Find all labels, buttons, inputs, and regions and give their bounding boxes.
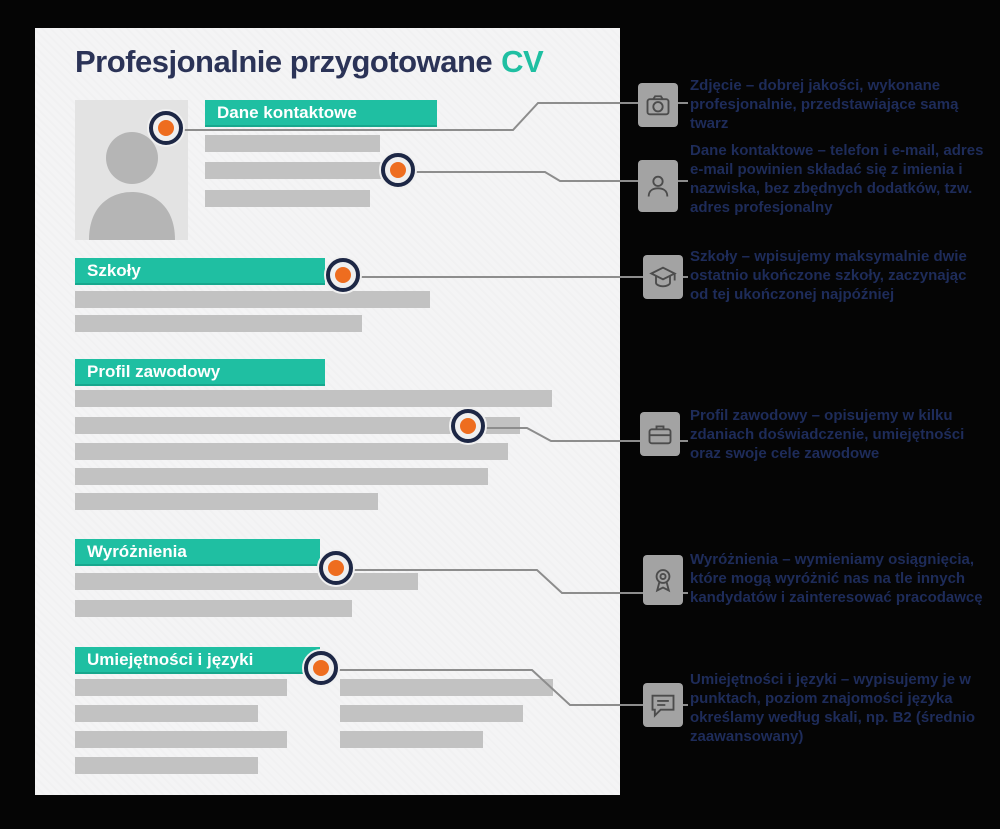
medal-icon xyxy=(649,566,677,594)
annotation-icon xyxy=(643,555,683,605)
section-banner-contact xyxy=(205,100,437,127)
annotation-icon xyxy=(643,683,683,727)
annotation-icon xyxy=(640,412,680,456)
placeholder-bar xyxy=(205,190,370,207)
placeholder-bar xyxy=(340,679,553,696)
annotation-text-photo: Zdjęcie – dobrej jakości, wykonane profesjonalnie, przedstawiające samą twarz xyxy=(690,77,959,132)
section-label: Dane kontaktowe xyxy=(217,103,357,122)
annotation-icon xyxy=(638,160,678,212)
annotation-text-skills: Umiejętności i języki – wypisujemy je w punktach, poziom znajomości języka określamy według skali, np. B2 (średnio zaawansowany) xyxy=(690,671,976,745)
annotation-text-honors: Wyróżnienia – wymieniamy osiągnięcia, które mogą wyróżnić nas na tle innych kandydatów i zainteresować pracodawcę xyxy=(690,551,983,606)
placeholder-bar xyxy=(75,600,352,617)
marker-core xyxy=(455,413,481,439)
callout-marker-honors xyxy=(317,549,355,587)
placeholder-bar xyxy=(75,757,258,774)
page-title xyxy=(75,44,543,80)
page-title-accent: CV xyxy=(501,44,544,79)
section-label: Profil zawodowy xyxy=(87,362,221,381)
section-banner-skills xyxy=(75,647,320,674)
callout-marker-photo xyxy=(147,109,185,147)
marker-core xyxy=(153,115,179,141)
annotation-icon xyxy=(643,255,683,299)
placeholder-bar xyxy=(75,468,488,485)
placeholder-bar xyxy=(205,135,380,152)
placeholder-bar xyxy=(75,573,418,590)
section-label: Wyróżnienia xyxy=(87,542,187,561)
callout-marker-contact xyxy=(379,151,417,189)
placeholder-bar xyxy=(340,705,523,722)
annotation-text-profile: Profil zawodowy – opisujemy w kilku zdaniach doświadczenie, umiejętności oraz swoje cele zawodowe xyxy=(690,407,965,462)
section-label: Umiejętności i języki xyxy=(87,650,254,669)
placeholder-bar xyxy=(75,390,552,407)
placeholder-bar xyxy=(205,162,401,179)
section-label: Szkoły xyxy=(87,261,141,280)
annotation-text-contact: Dane kontaktowe – telefon i e-mail, adres e-mail powinien składać się z imienia i nazwiska, bez zbędnych dodatków, tzw. adres profesjonalny xyxy=(690,142,984,216)
placeholder-bar xyxy=(75,291,430,308)
speech-bubble-icon xyxy=(649,691,677,719)
callout-marker-profile xyxy=(449,407,487,445)
placeholder-bar xyxy=(75,493,378,510)
user-card-icon xyxy=(644,172,672,200)
graduation-cap-icon xyxy=(649,263,677,291)
briefcase-icon xyxy=(646,420,674,448)
placeholder-bar xyxy=(75,315,362,332)
callout-marker-skills xyxy=(302,649,340,687)
placeholder-bar xyxy=(340,731,483,748)
marker-core xyxy=(323,555,349,581)
section-banner-schools xyxy=(75,258,325,285)
placeholder-bar xyxy=(75,443,508,460)
annotation-icon xyxy=(638,83,678,127)
placeholder-bar xyxy=(75,705,258,722)
annotation-text-schools: Szkoły – wpisujemy maksymalnie dwie ostatnio ukończone szkoły, zaczynając od tej ukończonej najpóźniej xyxy=(690,248,967,303)
camera-icon xyxy=(644,91,672,119)
section-banner-honors xyxy=(75,539,320,566)
marker-core xyxy=(385,157,411,183)
marker-core xyxy=(330,262,356,288)
section-banner-profile xyxy=(75,359,325,386)
placeholder-bar xyxy=(75,679,287,696)
page-title-main: Profesjonalnie przygotowane xyxy=(75,44,493,79)
callout-marker-schools xyxy=(324,256,362,294)
placeholder-bar xyxy=(75,731,287,748)
marker-core xyxy=(308,655,334,681)
